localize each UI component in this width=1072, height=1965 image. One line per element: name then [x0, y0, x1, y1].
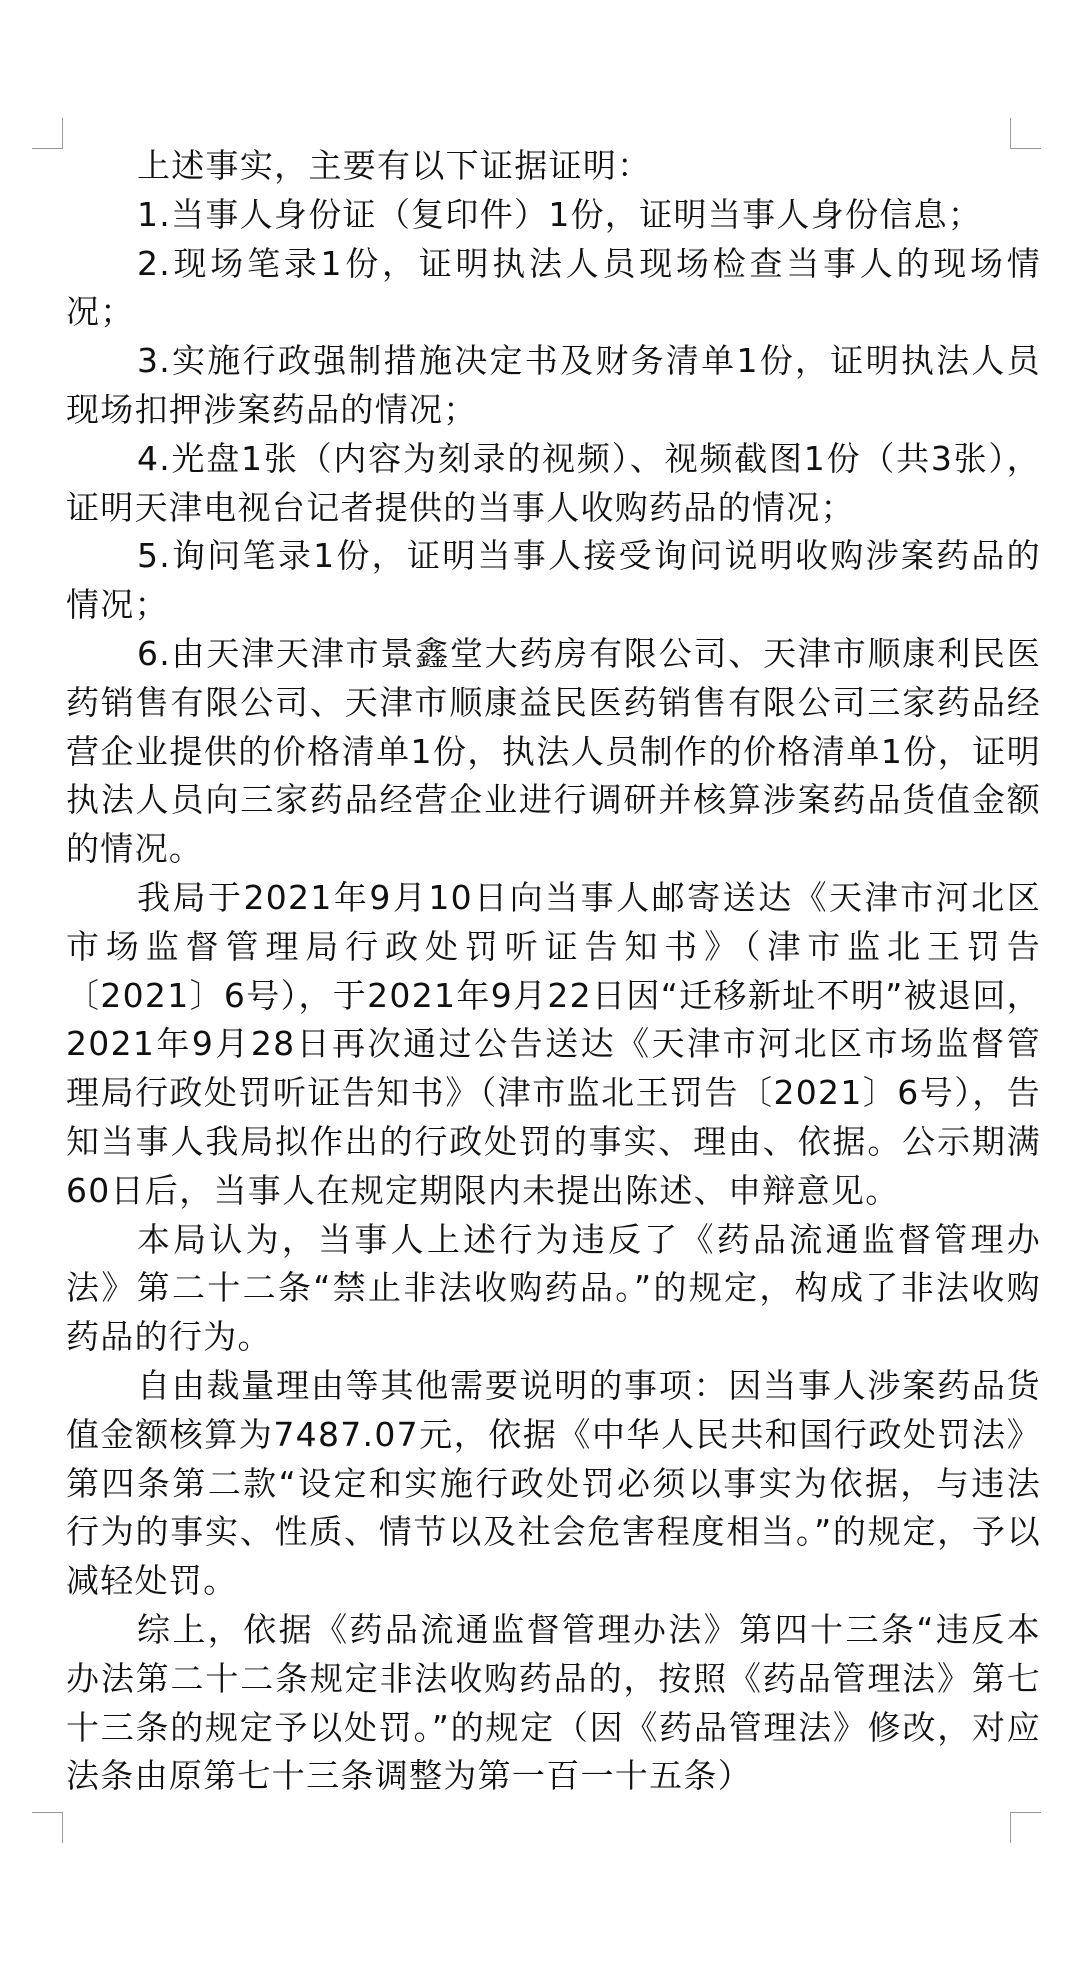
paragraph-evidence-1: 1.当事人身份证（复印件）1份，证明当事人身份信息； [136, 194, 983, 234]
paragraph-discretion: 自由裁量理由等其他需要说明的事项：因当事人涉案药品货值金额核算为7487.07元，依据《中华人民共和国行政处罚法》第四条第二款“设定和实施行政处罚必须以事实为依据，与违法行为的事实、性质、情节以及社会危害程度相当。”的规定，予以减轻处罚。 [66, 1365, 1041, 1601]
paragraph-evidence-3: 3.实施行政强制措施决定书及财务清单1份，证明执法人员现场扣押涉案药品的情况； [66, 341, 1041, 429]
paragraph-evidence-4: 4.光盘1张（内容为刻录的视频）、视频截图1份（共3张），证明天津电视台记者提供的当事人收购药品的情况； [66, 438, 1041, 527]
paragraph-finding: 本局认为，当事人上述行为违反了《药品流通监督管理办法》第二十二条“禁止非法收购药品。”的规定，构成了非法收购药品的行为。 [66, 1219, 1041, 1357]
crop-mark-top-left [32, 118, 63, 149]
paragraph-evidence-intro: 上述事实，主要有以下证据证明： [136, 146, 652, 185]
document-body [66, 142, 1041, 1801]
paragraph-evidence-2: 2.现场笔录1份，证明执法人员现场检查当事人的现场情况； [66, 243, 1041, 332]
crop-mark-bottom-right [1010, 1812, 1041, 1843]
paragraph-conclusion: 综上，依据《药品流通监督管理办法》第四十三条“违反本办法第二十二条规定非法收购药品的，按照《药品管理法》第七十三条的规定予以处罚。”的规定（因《药品管理法》修改，对应法条由原第七十三条调整为第一百一十五条） [66, 1609, 1041, 1796]
paragraph-notice-delivery: 我局于2021年9月10日向当事人邮寄送达《天津市河北区市场监督管理局行政处罚听证告知书》（津市监北王罚告〔2021〕6号），于2021年9月22日因“迁移新址不明”被退回，2021年9月28日再次通过公告送达《天津市河北区市场监督管理局行政处罚听证告知书》（津市监北王罚告〔2021〕6号），告知当事人我局拟作出的行政处罚的事实、理由、依据。公示期满60日后，当事人在规定期限内未提出陈述、申辩意见。 [66, 877, 1041, 1210]
paragraph-evidence-6: 6.由天津天津市景鑫堂大药房有限公司、天津市顺康利民医药销售有限公司、天津市顺康益民医药销售有限公司三家药品经营企业提供的价格清单1份，执法人员制作的价格清单1份，证明执法人员向三家药品经营企业进行调研并核算涉案药品货值金额的情况。 [66, 633, 1041, 869]
crop-mark-bottom-left [32, 1812, 63, 1843]
paragraph-evidence-5: 5.询问笔录1份，证明当事人接受询问说明收购涉案药品的情况； [66, 536, 1041, 625]
